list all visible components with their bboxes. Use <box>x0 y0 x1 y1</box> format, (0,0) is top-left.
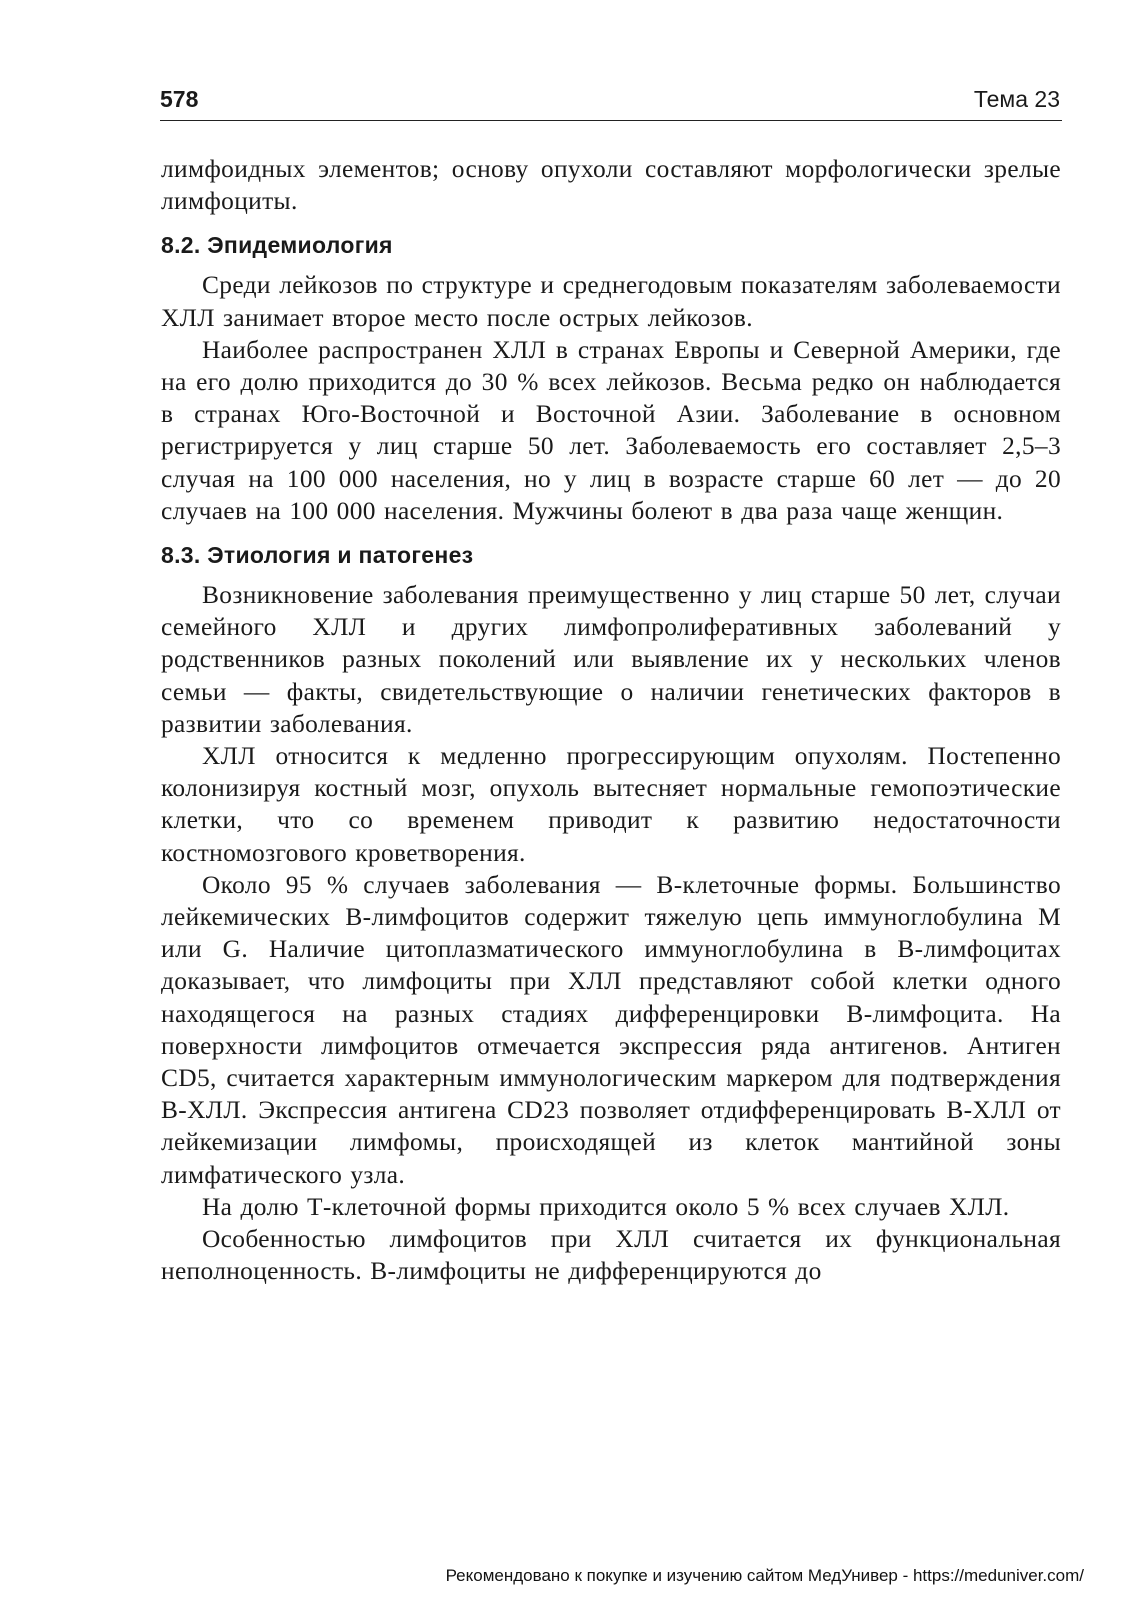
paragraph: Особенностью лимфоцитов при ХЛЛ считается их функциональная неполноценность. В-лимфоциты не дифференцируются до <box>161 1225 1061 1286</box>
paragraph: ХЛЛ относится к медленно прогрессирующим опухолям. Постепенно колонизируя костный мозг, опухоль вытесняет нормальные гемопоэтические клетки, что со временем приводит к развитию недостаточности костномозгового кроветворения. <box>161 742 1061 867</box>
page-body <box>161 153 1061 1288</box>
paragraph: Около 95 % случаев заболевания — В-клеточные формы. Большинство лейкемических В-лимфоцитов содержит тяжелую цепь иммуноглобулина М или G. Наличие цитоплазматического иммуноглобулина в В-лимфоцитах доказывает, что лимфоциты при ХЛЛ представляют собой клетки одного находящегося на разных стадиях дифференцировки В-лимфоцита. На поверхности лимфоцитов отмечается экспрессия ряда антигенов. Антиген CD5, считается характерным иммунологическим маркером для подтверждения В-ХЛЛ. Экспрессия антигена CD23 позволяет отдифференцировать В-ХЛЛ от лейкемизации лимфомы, происходящей из клеток мантийной зоны лимфатического узла. <box>161 870 1061 1189</box>
paragraph: Возникновение заболевания преимущественно у лиц старше 50 лет, случаи семейного ХЛЛ и других лимфопролиферативных заболеваний у родственников разных поколений или выявление их у нескольких членов семьи — факты, свидетельствующие о наличии генетических факторов в развитии заболевания. <box>161 581 1061 738</box>
page-number: 578 <box>160 86 199 112</box>
section-heading-etiology: 8.3. Этиология и патогенез <box>161 542 474 569</box>
paragraph: Среди лейкозов по структуре и среднегодовым показателям заболеваемости ХЛЛ занимает второе место после острых лейкозов. <box>161 271 1061 332</box>
continuation-paragraph: лимфоидных элементов; основу опухоли составляют морфологически зрелые лимфоциты. <box>161 155 1061 216</box>
footer-note: Рекомендовано к покупке и изучению сайтом МедУнивер - https://meduniver.com/ <box>445 1566 1084 1585</box>
section-heading-epidemiology: 8.2. Эпидемиология <box>161 232 393 259</box>
running-title: Тема 23 <box>973 86 1060 112</box>
paragraph: Наиболее распространен ХЛЛ в странах Европы и Северной Америки, где на его долю приходится до 30 % всех лейкозов. Весьма редко он наблюдается в странах Юго-Восточной и Восточной Азии. Заболевание в основном регистрируется у лиц старше 50 лет. Заболеваемость его составляет 2,5–3 случая на 100 000 населения, но у лиц в возрасте старше 60 лет — до 20 случаев на 100 000 населения. Мужчины болеют в два раза чаще женщин. <box>161 335 1061 525</box>
running-header <box>160 86 1062 121</box>
paragraph: На долю Т-клеточной формы приходится около 5 % всех случаев ХЛЛ. <box>202 1192 1010 1221</box>
